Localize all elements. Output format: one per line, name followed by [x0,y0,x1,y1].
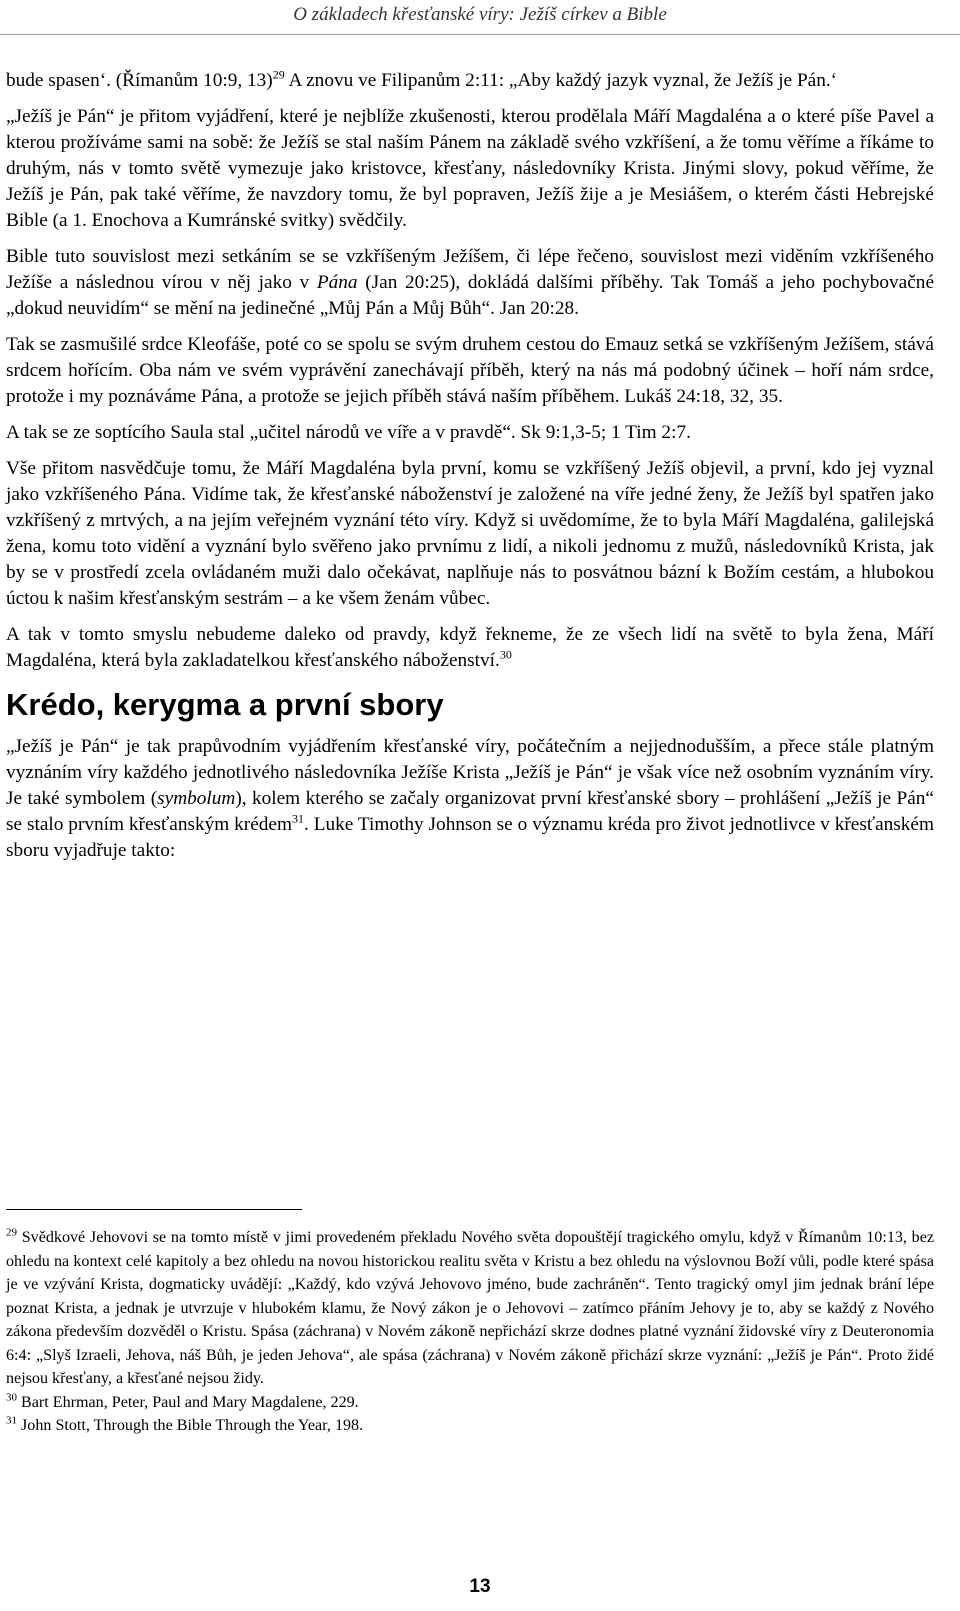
paragraph-8-text: „Ježíš je Pán“ je tak prapůvodním vyjádřením křesťanské víry, počátečním a nejjednodušším, a přece stále platným vyznáním víry každého jednotlivého následovníka Ježíše Krista „Ježíš je Pán“ je však více než osobním vyznáním víry. Je také symbolem ( [6,736,934,809]
paragraph-8 [6,734,934,864]
paragraph-6: Vše přitom nasvědčuje tomu, že Máří Magdaléna byla první, komu se vzkříšený Ježíš objevil, a první, kdo jej vyznal jako vzkříšeného Pána. Vidíme tak, že křesťanské náboženství je založené na víře jedné ženy, že Ježíš byl spatřen jako vzkříšený z mrtvých, a na jejím veřejném vyznání této víry. Když si uvědomíme, že to byla Máří Magdaléna, galilejská žena, komu toto vidění a vyznání bylo svěřeno jako prvnímu z lidí, a nikoli jednomu z mužů, následovníků Krista, jak by se v prostředí zcela ovládaném muži dalo očekávat, naplňuje nás to posvátnou bázní k Božím cestám, a hlubokou úctou k našim křesťanským sestrám – a ke všem ženám vůbec. [6,458,934,609]
footnote-29 [6,1226,934,1391]
paragraph-2: „Ježíš je Pán“ je přitom vyjádření, které je nejblíže zkušenosti, kterou prodělala Máří Magdaléna a o které píše Pavel a kterou prožíváme sami na sobě: že Ježíš se stal naším Pánem na základě svého vzkříšení, a že tomu věříme a říkáme to druhým, nás v tomto světě vymezuje jako kristovce, křesťany, následovníky Krista. Jinými slovy, pokud věříme, že Ježíš je Pán, pak také věříme, že navzdory tomu, že byl popraven, Ježíš žije a je Mesiášem, o kterém části Hebrejské Bible (a 1. Enochova a Kumránské svitky) svědčily. [6,106,934,231]
footnote-30 [6,1391,934,1415]
paragraph-3-text-cont: (Jan 20:25), dokládá dalšími příběhy. Tak Tomáš a jeho pochybovačné „dokud neuvidím“ se mění na jedinečné „Můj Pán a Můj Bůh“. Jan 20:28. [6,272,934,319]
footnote-text: Bart Ehrman, Peter, Paul and Mary Magdalene, 229. [17,1393,359,1411]
footnote-ref-31[interactable]: 31 [291,811,304,826]
footnote-31 [6,1414,934,1438]
paragraph-3-text: Bible tuto souvislost mezi setkáním se se vzkříšeným Ježíšem, či lépe řečeno, souvislost mezi viděním vzkříšeného Ježíše a následnou vírou v něj jako v [6,246,934,293]
footnote-separator [6,1209,302,1210]
paragraph-4: Tak se zasmušilé srdce Kleofáše, poté co se spolu se svým druhem cestou do Emauz setká se vzkříšeným Ježíšem, stává srdcem hořícím. Oba nám ve svém vyprávění zanechávají příběh, který na nás má podobný účinek – hoří nám srdce, protože i my poznáváme Pána, a protože se jejich příběh stává naším příběhem. Lukáš 24:18, 32, 35. [6,334,934,407]
footnote-number: 30 [6,1391,17,1404]
footnote-number: 29 [6,1226,17,1239]
section-heading: Krédo, kerygma a první sbory [6,687,444,722]
paragraph-8-emphasis: symbolum [157,788,236,809]
footnote-text: John Stott, Through the Bible Through the Year, 198. [17,1417,364,1434]
paragraph-3-emphasis: Pána [316,272,358,293]
paragraph-8-text-end: . Luke Timothy Johnson se o významu kréda pro život jednotlivce v křesťanském sboru vyjadřuje takto: [6,814,934,861]
paragraph-3 [6,244,934,322]
paragraph-1-text: bude spasen‘. (Římanům 10:9, 13) [6,70,273,91]
paragraph-7 [6,622,934,674]
footnotes [6,1226,934,1438]
footnote-ref-29[interactable]: 29 [272,67,285,82]
body-text [6,68,934,874]
paragraph-7-text: A tak v tomto smyslu nebudeme daleko od pravdy, když řekneme, že ze všech lidí na světě to byla žena, Máří Magdaléna, která byla zakladatelkou křesťanského náboženství. [6,624,934,671]
footnote-text: Svědkové Jehovovi se na tomto místě v jimi provedeném překladu Nového světa dopouštějí tragického omylu, když v Římanům 10:13, bez ohledu na kontext celé kapitoly a bez ohledu na novou historickou realitu světa v Kristu a bez ohledu na výslovnou Boží vůli, podle které spása je ve vzývání Krista, dogmaticky uvádějí: „Každý, kdo vzývá Jehovovo jméno, bude zachráněn“. Tento tragický omyl jim jednak brání lépe poznat Krista, a jednak je utvrzuje v hlubokém klamu, že Nový zákon je o Jehovovi – zatímco přáním Jehovy je to, aby se každý z Nového zákona především dozvěděl o Kristu. Spása (záchrana) v Novém zákoně nepřichází skrze dodnes platné vyznání židovské víry z Deuteronomia 6:4: „Slyš Izraeli, Jehova, náš Bůh, je jeden Jehova“, ale spása (záchrana) v Novém zákoně přichází skrze vyznání: „Ježíš je Pán“. Proto židé nejsou křesťany, a křesťané nejsou židy. [6,1229,934,1387]
paragraph-8-text-cont: ), kolem kterého se začaly organizovat první křesťanské sbory – prohlášení „Ježíš je Pán“ se stalo prvním křesťanským krédem [6,788,934,835]
page-number: 13 [469,1576,491,1597]
running-header: O základech křesťanské víry: Ježíš církev a Bible [293,4,667,25]
footnote-ref-30[interactable]: 30 [499,647,512,662]
footnote-number: 31 [6,1414,17,1427]
paragraph-5: A tak se ze soptícího Saula stal „učitel národů ve víře a v pravdě“. Sk 9:1,3-5; 1 Tim 2:7. [6,422,691,443]
paragraph-1-text-cont: A znovu ve Filipanům 2:11: „Aby každý jazyk vyznal, že Ježíš je Pán.‘ [284,70,838,91]
header-rule [0,34,960,35]
paragraph-1 [6,68,934,94]
